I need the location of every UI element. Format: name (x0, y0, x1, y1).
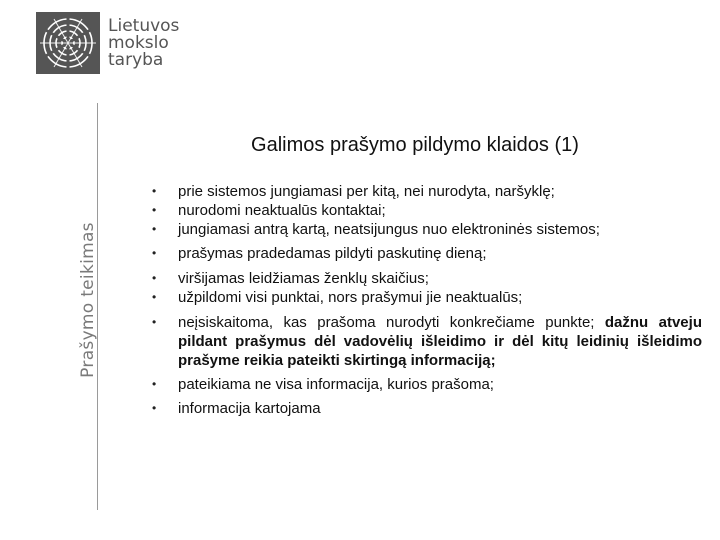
error-list (150, 182, 702, 418)
list-item-text: prie sistemos jungiamasi per kitą, nei nurodyta, naršyklę; (178, 183, 555, 200)
list-item (150, 182, 702, 201)
list-item-text: pateikiama ne visa informacija, kurios prašoma; (178, 376, 494, 393)
list-item-text: prašymas pradedamas pildyti paskutinę dieną; (178, 245, 487, 262)
bullet-icon: • (152, 184, 157, 198)
list-item-text: viršijamas leidžiamas ženklų skaičius; (178, 270, 429, 287)
bullet-icon: • (152, 290, 157, 304)
list-item (150, 201, 702, 220)
section-side-label: Prašymo teikimas (78, 222, 98, 378)
list-item-text: nurodomi neaktualūs kontaktai; (178, 202, 386, 219)
list-item-text: informacija kartojama (178, 400, 321, 417)
list-item (150, 244, 702, 263)
logo (36, 12, 180, 74)
list-item (150, 220, 702, 239)
slide-title: Galimos prašymo pildymo klaidos (1) (251, 134, 579, 156)
bullet-icon: • (152, 246, 157, 260)
bullet-icon: • (152, 222, 157, 236)
bullet-icon: • (152, 203, 157, 217)
list-item-text (178, 313, 702, 370)
list-item (150, 375, 702, 394)
logo-line-3: taryba (108, 50, 164, 70)
bullet-icon: • (152, 401, 157, 415)
list-item (150, 399, 702, 418)
lmt-emblem-icon (36, 12, 100, 74)
bullet-icon: • (152, 377, 157, 391)
list-item (150, 269, 702, 288)
list-item (150, 313, 702, 370)
logo-text (108, 18, 179, 69)
bullet-icon: • (152, 315, 157, 329)
bullet-icon: • (152, 271, 157, 285)
list-item-text: užpildomi visi punktai, nors prašymui jie neaktualūs; (178, 289, 523, 306)
logo-line-2: mokslo (108, 33, 169, 53)
list-item (150, 288, 702, 307)
logo-line-1: Lietuvos (108, 16, 180, 36)
list-item-text: jungiamasi antrą kartą, neatsijungus nuo elektroninės sistemos; (178, 221, 600, 238)
list-item-text-bold: dažnu atveju pildant prašymus dėl vadovėlių išleidimo ir dėl kitų leidinių išleidimo prašyme reikia pateikti skirtingą informaciją; (178, 314, 702, 369)
list-item-text-regular: neįsiskaitoma, kas prašoma nurodyti konkrečiame punkte; (178, 314, 605, 331)
